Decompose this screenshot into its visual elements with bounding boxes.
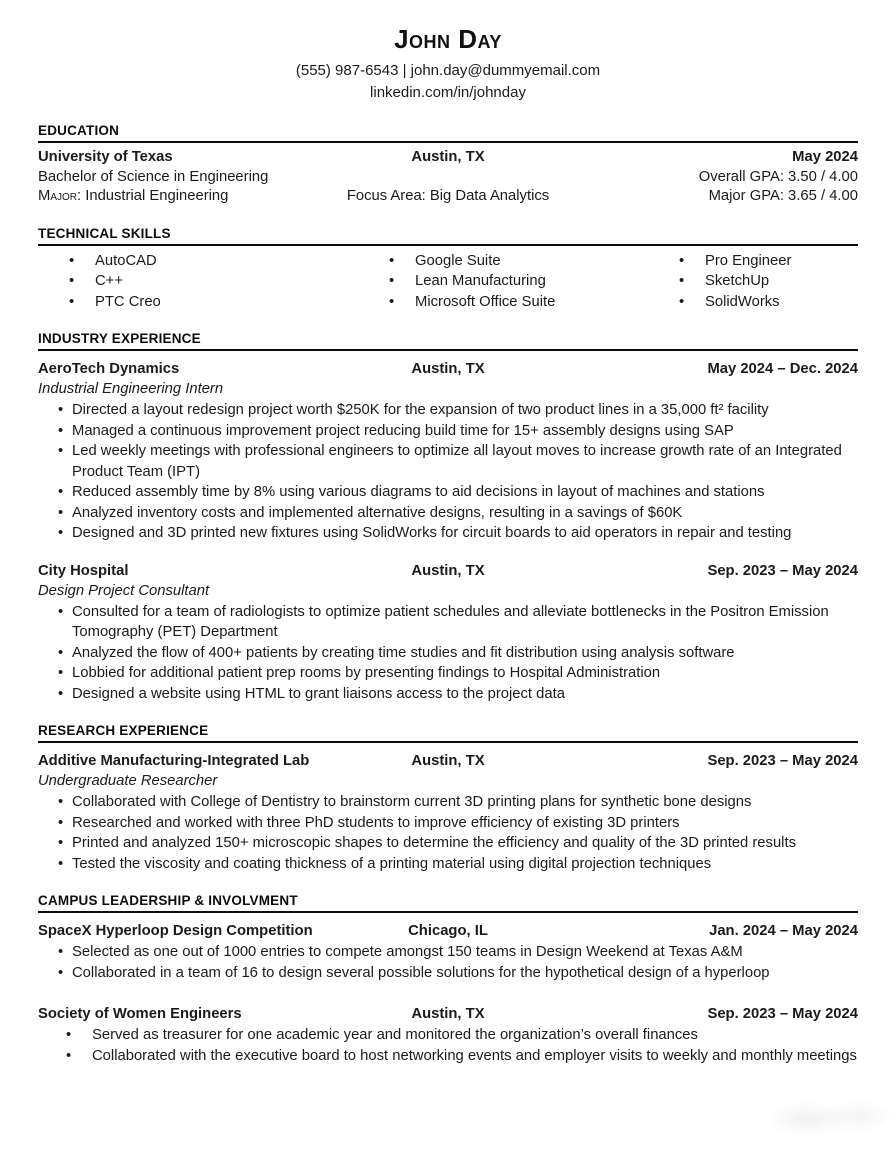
contact-line: (555) 987-6543 | john.day@dummyemail.com [295,62,601,79]
bullet-item: • Microsoft Office Suite [388,292,648,313]
graduation-date: May 2024 [792,149,858,165]
section-title-skills: TECHNICAL SKILLS [38,226,858,246]
section-title-research: RESEARCH EXPERIENCE [38,723,858,743]
education-major-row [38,187,858,207]
job-dates: Sep. 2023 – May 2024 [707,1006,858,1022]
bullet-item: • Reduced assembly time by 8% using various diagrams to aid decisions in layout of machines and stations [57,482,858,503]
section-campus-leadership [38,893,858,1066]
watermark-smudge [768,1088,896,1144]
job-bullets [65,1025,858,1066]
bullet-item: • Google Suite [388,251,648,272]
job-dates: Jan. 2024 – May 2024 [709,923,858,939]
job-dates: May 2024 – Dec. 2024 [707,361,858,377]
job-header [38,1004,858,1024]
bullet-item: • Designed a website using HTML to grant liaisons access to the project data [57,684,858,705]
job-role: Industrial Engineering Intern [38,381,224,397]
job-header [38,921,858,941]
job-dates: Sep. 2023 – May 2024 [707,562,858,579]
company-name: City Hospital [38,562,129,579]
bullet-item: • Printed and analyzed 150+ microscopic shapes to determine the efficiency and quality of the 3D printed results [57,833,858,854]
bullet-item: • Led weekly meetings with professional engineers to optimize all layout moves to increase growth rate of an Integrated Product Team (IPT) [57,441,858,482]
bullet-item: • Consulted for a team of radiologists to optimize patient schedules and alleviate bottlenecks in the Positron Emission Tomography (PET) Department [57,602,858,643]
job-header [38,751,858,771]
skills-column-1 [68,251,358,313]
job-dates: Sep. 2023 – May 2024 [707,753,858,769]
school-location: Austin, TX [411,149,485,165]
job-location: Austin, TX [411,753,485,769]
job-entry-am-lab [38,751,858,874]
job-role: Design Project Consultant [38,582,210,599]
bullet-item: • Analyzed inventory costs and implemented alternative designs, resulting in a savings of $60K [57,503,858,524]
job-bullets [57,400,858,544]
job-bullets [57,792,858,874]
linkedin-line: linkedin.com/in/johnday [370,84,526,101]
job-entry-spacex-hyperloop [38,921,858,983]
education-degree-row [38,168,858,188]
section-title-campus: CAMPUS LEADERSHIP & INVOLVMENT [38,893,858,913]
section-industry-experience [38,331,858,704]
bullet-item: • Directed a layout redesign project worth $250K for the expansion of two product lines in a 35,000 ft² facility [57,400,858,421]
bullet-item: • SolidWorks [678,292,858,313]
degree-name: Bachelor of Science in Engineering [38,168,269,185]
major-gpa: Major GPA: 3.65 / 4.00 [708,188,858,204]
section-education [38,123,858,207]
company-name: Additive Manufacturing-Integrated Lab [38,753,310,769]
job-location: Chicago, IL [408,923,488,939]
bullet-item: • Selected as one out of 1000 entries to compete amongst 150 teams in Design Weekend at Texas A&M [57,942,858,963]
job-location: Austin, TX [411,361,485,377]
section-research-experience [38,723,858,874]
job-bullets [57,602,858,705]
section-title-industry: INDUSTRY EXPERIENCE [38,331,858,351]
section-title-education: EDUCATION [38,123,858,143]
overall-gpa: Overall GPA: 3.50 / 4.00 [698,168,858,185]
major-line [38,187,347,207]
skills-columns [38,251,858,313]
bullet-item: • Researched and worked with three PhD students to improve efficiency of existing 3D printers [57,813,858,834]
company-name: AeroTech Dynamics [38,361,180,377]
job-entry-aerotech [38,359,858,544]
job-location: Austin, TX [411,1006,485,1022]
bullet-item: • Served as treasurer for one academic year and monitored the organization’s overall finances [65,1025,858,1046]
bullet-item: • AutoCAD [68,251,358,272]
bullet-item: • Collaborated in a team of 16 to design several possible solutions for the hypothetical design of a hyperloop [57,963,858,984]
skills-column-2 [388,251,648,313]
major-label: Major: [38,188,82,204]
job-header [38,561,858,581]
section-skills [38,226,858,313]
company-name: SpaceX Hyperloop Design Competition [38,923,313,939]
bullet-item: • Collaborated with the executive board to host networking events and employer visits to weekly and monthly meetings [65,1046,858,1067]
job-entry-city-hospital [38,561,858,705]
focus-area: Focus Area: Big Data Analytics [346,188,550,204]
bullet-item: • Collaborated with College of Dentistry to brainstorm current 3D printing plans for synthetic bone designs [57,792,858,813]
bullet-item: • Pro Engineer [678,251,858,272]
bullet-item: • PTC Creo [68,292,358,313]
job-bullets [57,942,858,983]
bullet-item: • Managed a continuous improvement project reducing build time for 15+ assembly designs using SAP [57,421,858,442]
bullet-item: • Designed and 3D printed new fixtures using SolidWorks for circuit boards to aid operators in repair and testing [57,523,858,544]
job-role: Undergraduate Researcher [38,773,218,789]
school-name: University of Texas [38,149,173,165]
job-entry-swe [38,1004,858,1066]
major-value: Industrial Engineering [85,188,229,204]
job-location: Austin, TX [411,562,485,579]
bullet-item: • Tested the viscosity and coating thickness of a printing material using digital projection techniques [57,854,858,875]
education-header-row [38,148,858,168]
bullet-item: • SketchUp [678,271,858,292]
bullet-item: • Analyzed the flow of 400+ patients by creating time studies and fit distribution using analysis software [57,643,858,664]
job-header [38,359,858,379]
company-name: Society of Women Engineers [38,1006,242,1022]
bullet-item: • C++ [68,271,358,292]
skills-column-3 [678,251,858,313]
person-name: John Day [394,24,502,54]
bullet-item: • Lean Manufacturing [388,271,648,292]
bullet-item: • Lobbied for additional patient prep rooms by presenting findings to Hospital Administration [57,663,858,684]
